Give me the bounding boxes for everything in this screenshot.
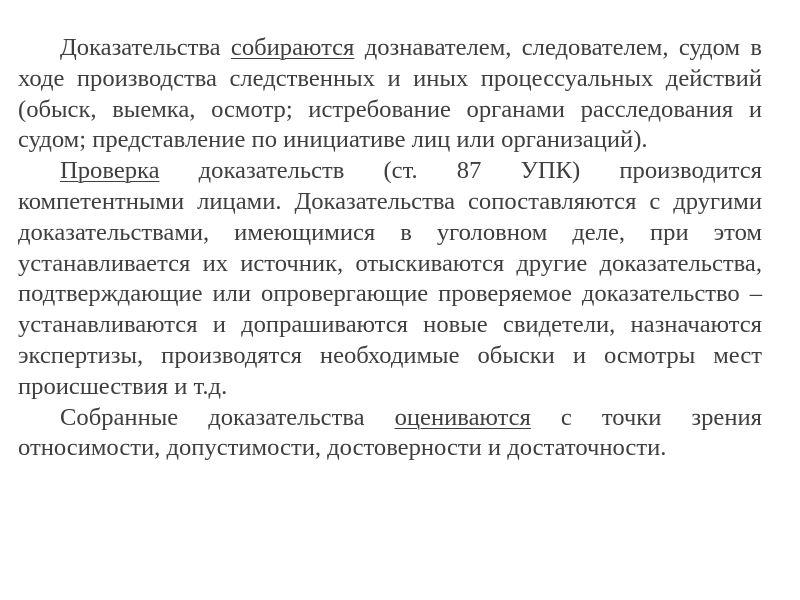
- paragraph-text: с точки зрения относимости, допустимости, достоверности и достаточности.: [18, 403, 762, 462]
- keyword-collected: собираются: [230, 34, 355, 61]
- paragraph-text: дознавателем, следователем, судом в ходе производства следственных и иных процессуальных действий (обыск, выемка, осмотр; истребование органами расследования и судом; представление по инициативе лиц или организаций).: [18, 34, 763, 154]
- paragraph-collection: [18, 33, 762, 156]
- paragraph-text: доказательств (ст. 87 УПК) производится компетентными лицами. Доказательства сопоставляются с другими доказательствами, имеющимися в уголовном деле, при этом устанавливается их источник, отыскиваются другие доказательства, подтверждающие или опровергающие проверяемое доказательство – устанавливаются и допрашиваются новые свидетели, назначаются экспертизы, производятся необходимые обыски и осмотры мест происшествия и т.д.: [18, 157, 762, 400]
- keyword-evaluated: оцениваются: [394, 403, 531, 431]
- paragraph-lead: Собранные доказательства: [60, 403, 395, 431]
- paragraph-lead: Доказательства: [60, 34, 231, 61]
- paragraph-verification: [18, 156, 762, 402]
- paragraph-evaluation: [18, 403, 762, 465]
- body-text: [18, 33, 762, 464]
- keyword-verification: Проверка: [60, 157, 160, 185]
